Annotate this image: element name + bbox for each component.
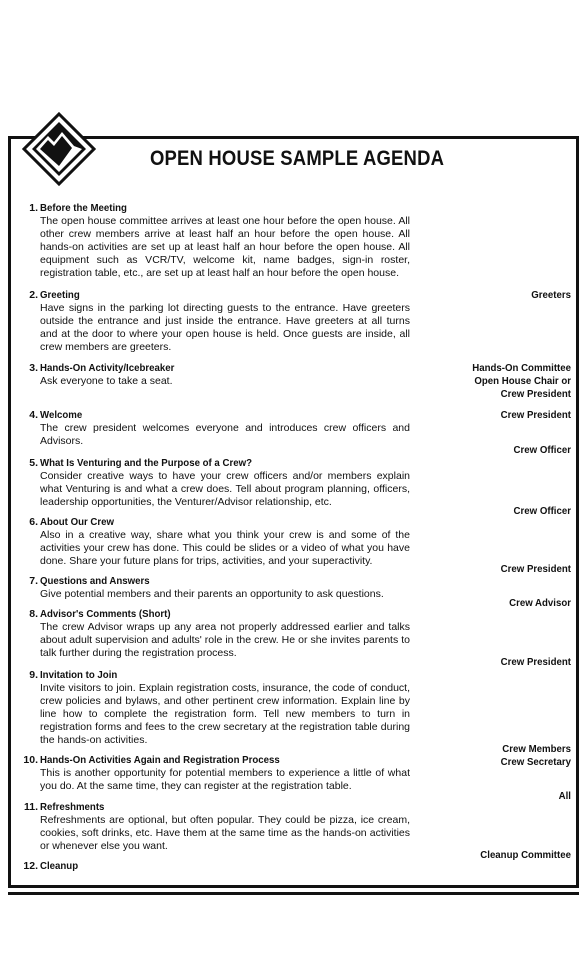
item-body: Also in a creative way, share what you think your crew is and some of the activities your crew has done. This could be slides or a video of what you have done. Share your future plans for trips, activities, and your superactivity. [40,529,410,567]
item-number: 2. [29,289,38,301]
responsible-label: Cleanup Committee [480,849,571,861]
item-heading: Before the Meeting [40,202,127,214]
responsible-label: Crew President [500,563,571,575]
item-body: The crew Advisor wraps up any area not properly addressed earlier and talks about adult supervision and adults' role in the crew. He or she invites parents to talk further during the registration process. [40,621,410,659]
item-heading: About Our Crew [40,516,115,528]
item-number: 10. [23,754,38,766]
item-heading: Refreshments [40,801,105,813]
item-number: 6. [29,516,38,528]
item-number: 7. [29,575,38,587]
item-number: 11. [23,801,38,813]
item-heading: Greeting [40,289,80,301]
item-heading: What Is Venturing and the Purpose of a Crew? [40,457,253,469]
page-title: OPEN HOUSE SAMPLE AGENDA [150,147,445,170]
responsible-label: Hands-On Committee Open House Chair or Crew President [472,362,571,400]
item-body: Give potential members and their parents an opportunity to ask questions. [40,588,384,600]
item-heading: Welcome [40,409,83,421]
venturing-logo-icon [22,112,96,186]
item-heading: Hands-On Activities Again and Registration Process [40,754,280,766]
item-number: 5. [29,457,38,469]
item-body: Ask everyone to take a seat. [40,375,173,387]
item-heading: Cleanup [40,860,79,872]
responsible-label: Crew President [500,409,571,421]
item-body: Invite visitors to join. Explain registration costs, insurance, the code of conduct, crew policies and bylaws, and other pertinent crew information. Explain line by line how to complete the registration form. Tell new members to turn in registration forms and fees to the crew secretary at the registration table during the hands-on activities. [40,682,410,746]
item-body: Refreshments are optional, but often popular. They could be pizza, ice cream, cookies, soft drinks, etc. Have them at the same time as the hands-on activities or whenever else you want. [40,814,410,852]
item-heading: Questions and Answers [40,575,150,587]
item-number: 8. [29,608,38,620]
responsible-label: Crew Officer [513,505,571,517]
item-heading: Advisor's Comments (Short) [40,608,171,620]
item-body: Have signs in the parking lot directing guests to the entrance. Have greeters outside the entrance and just inside the entrance. Have greeters at all turns and at the door to where your open house is held. Once guests are inside, all crew members are greeters. [40,302,410,353]
responsible-label: Crew Members Crew Secretary [500,743,571,768]
responsible-label: Crew President [500,656,571,668]
item-heading: Invitation to Join [40,669,118,681]
item-body: The crew president welcomes everyone and introduces crew officers and Advisors. [40,422,410,447]
item-body: Consider creative ways to have your crew officers and/or members explain what Venturing is and what a crew does. Tell about program planning, officers, leadership opportunities, the Venturer/Advisor relationship, etc. [40,470,410,508]
item-number: 12. [23,860,38,872]
item-body: The open house committee arrives at least one hour before the open house. All other crew members arrive at least half an hour before the open house. All hands-on activities are set up at least half an hour before the open house. All equipment such as VCR/TV, welcome kit, name badges, sign-in roster, registration table, etc., are set up at least half an hour before the open house. [40,215,410,279]
item-number: 3. [29,362,38,374]
item-number: 9. [29,669,38,681]
item-body: This is another opportunity for potential members to experience a little of what you do. At the same time, they can register at the registration table. [40,767,410,792]
item-number: 1. [29,202,38,214]
responsible-label: Crew Advisor [509,597,571,609]
responsible-label: All [558,790,571,802]
responsible-label: Greeters [531,289,571,301]
responsible-label: Crew Officer [513,444,571,456]
item-number: 4. [29,409,38,421]
bottom-rule [8,892,579,895]
item-heading: Hands-On Activity/Icebreaker [40,362,175,374]
